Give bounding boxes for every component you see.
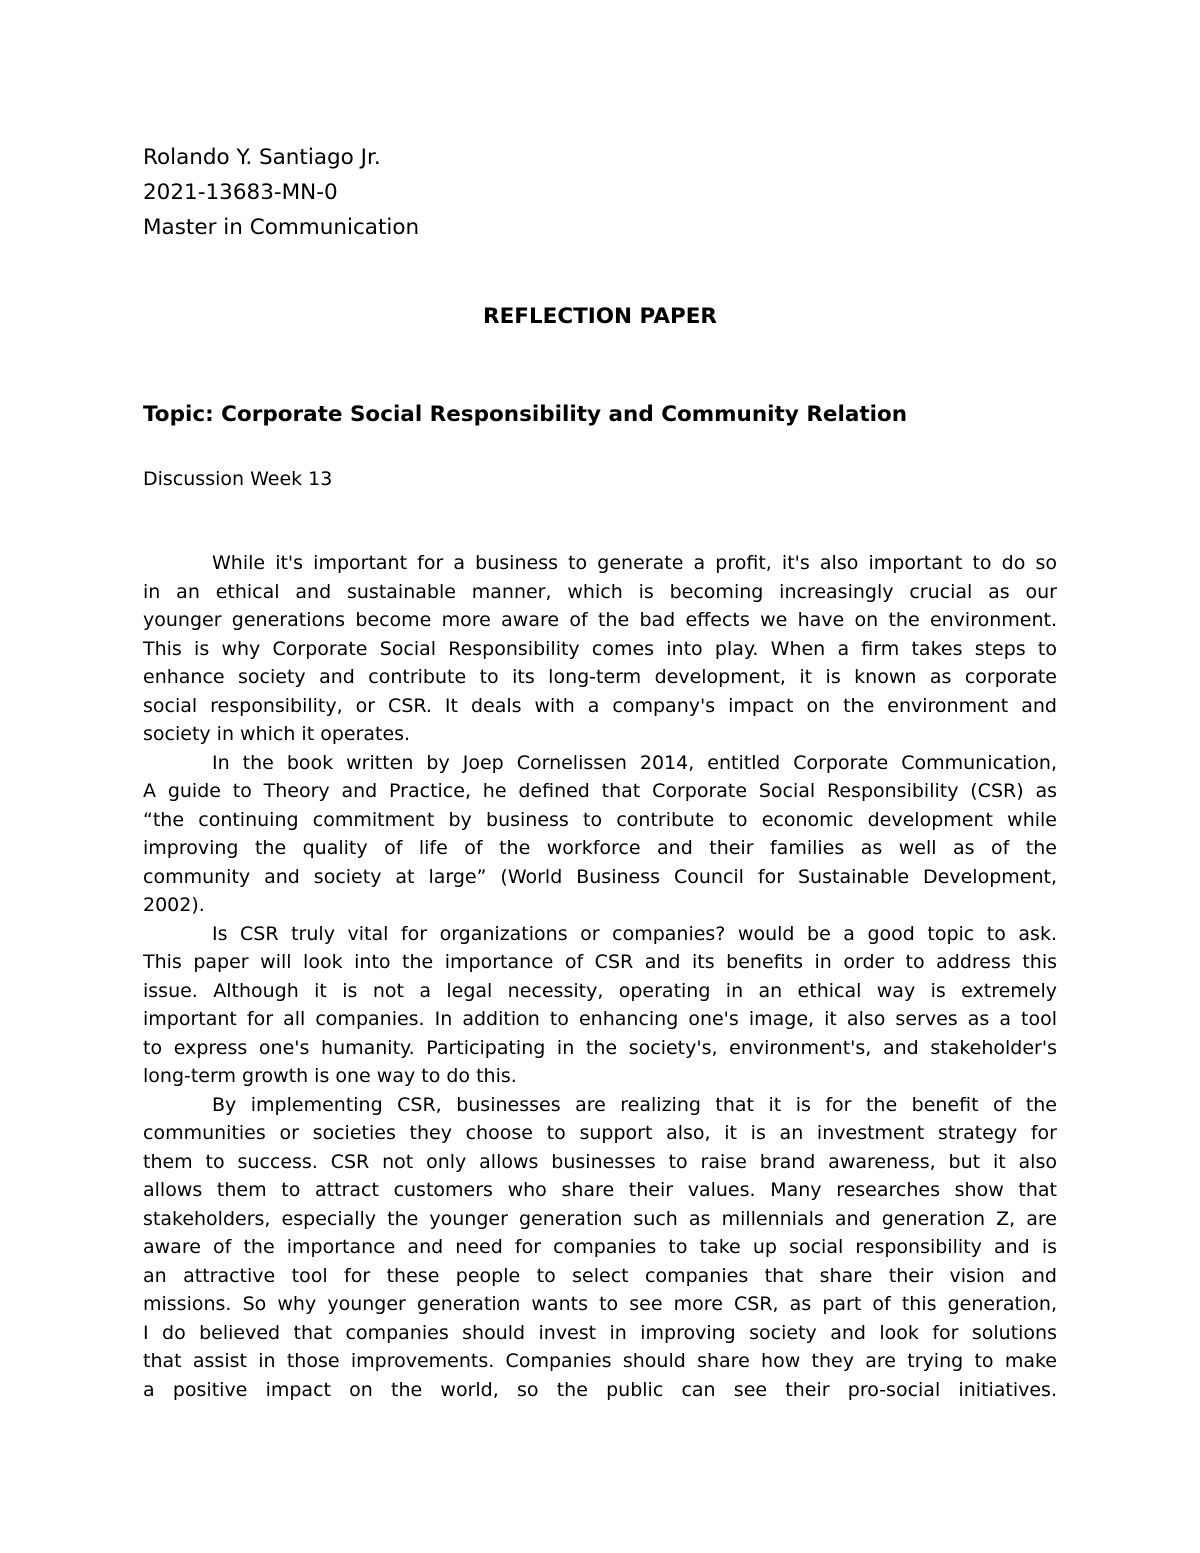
body-line: social responsibility, or CSR. It deals with a company's impact on the environment and	[143, 694, 1057, 717]
body-line: This is why Corporate Social Responsibility comes into play. When a firm takes steps to	[143, 637, 1057, 660]
program-name: Master in Communication	[143, 215, 420, 240]
discussion-label: Discussion Week 13	[143, 468, 333, 490]
body-line: I do believed that companies should invest in improving society and look for solutions	[143, 1321, 1057, 1344]
topic-heading: Topic: Corporate Social Responsibility and Community Relation	[143, 402, 908, 427]
author-header	[143, 140, 419, 245]
body-line: allows them to attract customers who share their values. Many researches show that	[143, 1179, 1057, 1201]
body-line: stakeholders, especially the younger generation such as millennials and generation Z, are	[143, 1207, 1057, 1230]
body-line: long-term growth is one way to do this.	[143, 1065, 517, 1087]
body-line: issue. Although it is not a legal necessity, operating in an ethical way is extremely	[143, 979, 1057, 1002]
document-title: REFLECTION PAPER	[483, 304, 717, 329]
body-line: younger generations become more aware of the bad effects we have on the environment.	[143, 609, 1057, 631]
body-line: an attractive tool for these people to select companies that share their vision and	[143, 1264, 1057, 1287]
body-line: This paper will look into the importance of CSR and its benefits in order to address this	[143, 951, 1057, 973]
body-line: in an ethical and sustainable manner, which is becoming increasingly crucial as our	[143, 580, 1057, 603]
body-line: that assist in those improvements. Companies should share how they are trying to make	[143, 1350, 1057, 1372]
body-line: them to success. CSR not only allows businesses to raise brand awareness, but it also	[143, 1150, 1057, 1173]
body-line: Is CSR truly vital for organizations or companies? would be a good topic to ask.	[212, 922, 1057, 945]
body-line: communities or societies they choose to support also, it is an investment strategy for	[143, 1122, 1057, 1144]
body-line: society in which it operates.	[143, 723, 411, 745]
body-line: improving the quality of life of the workforce and their families as well as of the	[143, 837, 1057, 859]
body-line: to express one's humanity. Participating in the society's, environment's, and stakeholder's	[143, 1036, 1057, 1059]
author-name: Rolando Y. Santiago Jr.	[143, 145, 381, 170]
body-line: 2002).	[143, 894, 205, 916]
body-line: important for all companies. In addition to enhancing one's image, it also serves as a tool	[143, 1008, 1057, 1030]
body-line: A guide to Theory and Practice, he defined that Corporate Social Responsibility (CSR) as	[143, 780, 1057, 802]
body-line: While it's important for a business to generate a profit, it's also important to do so	[212, 552, 1057, 574]
body-line: enhance society and contribute to its long-term development, it is known as corporate	[143, 666, 1057, 688]
body-line: community and society at large” (World Business Council for Sustainable Development,	[143, 865, 1057, 888]
body-line: aware of the importance and need for companies to take up social responsibility and is	[143, 1236, 1057, 1258]
student-id: 2021-13683-MN-0	[143, 180, 338, 205]
body-line: “the continuing commitment by business to contribute to economic development while	[143, 808, 1057, 831]
body-line: By implementing CSR, businesses are realizing that it is for the benefit of the	[212, 1093, 1057, 1116]
body-text	[143, 549, 1057, 1404]
body-line: missions. So why younger generation wants to see more CSR, as part of this generation,	[143, 1293, 1057, 1315]
body-line: a positive impact on the world, so the public can see their pro-social initiatives.	[143, 1378, 1057, 1401]
body-line: In the book written by Joep Cornelissen 2014, entitled Corporate Communication,	[212, 751, 1057, 774]
